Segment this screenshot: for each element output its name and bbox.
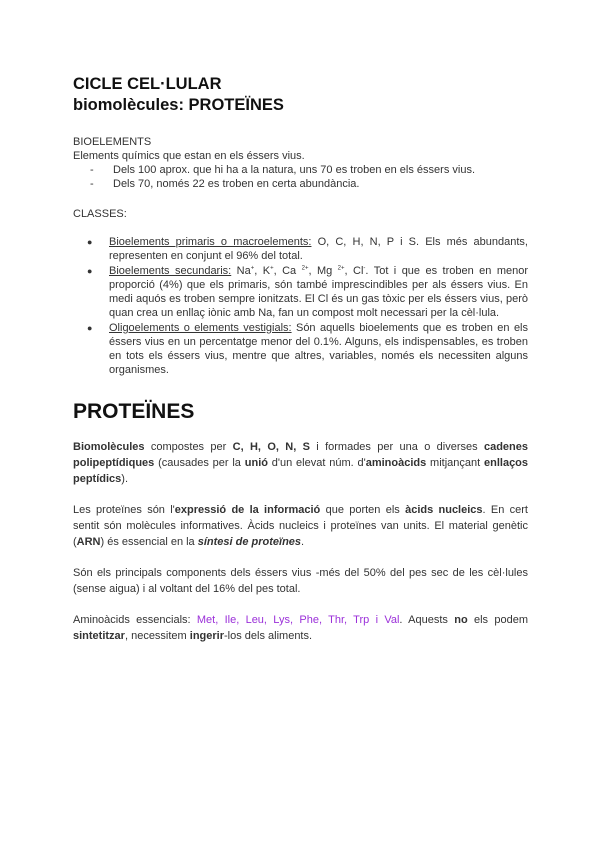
class-text: , K: [254, 265, 271, 277]
list-item: - Dels 100 aprox. que hi ha a la natura, uns 70 es troben en els éssers vius.: [90, 163, 528, 177]
proteines-paragraph-1: [73, 439, 528, 487]
class-text: . Tot i que es troben en menor proporció (4%) que els primaris, són també imprescindibles per als éssers vius. En medi aquós es troben sempre ionitzats. El Cl és un gas tòxic per els éssers vius, però quan crea un enllaç iònic amb Na, fan un compost molt necessari per la cèl·lula.: [109, 265, 529, 319]
classes-section: [73, 207, 528, 377]
text: (causades per la: [154, 457, 245, 469]
title-line-2: biomolècules: PROTEÏNES: [73, 96, 284, 114]
ion-charge: 2+: [301, 265, 309, 272]
bold-term: ingerir: [189, 630, 225, 642]
text: compostes per: [144, 441, 233, 453]
bold-term: no: [454, 614, 468, 626]
text: . En cert sentit són molècules informatives. Àcids nucleics i proteïnes van units. El material genètic (: [73, 504, 528, 548]
bold-term: ARN: [76, 536, 101, 548]
title-block: [73, 74, 528, 116]
text: mitjançant: [426, 457, 484, 469]
text: Les proteïnes són l': [73, 504, 175, 516]
class-term: Bioelements primaris o macroelements:: [109, 236, 312, 248]
class-term: Oligoelements o elements vestigials:: [109, 322, 292, 334]
classes-list: [73, 235, 528, 377]
bold-term: sintetitzar: [73, 630, 125, 642]
ion-charge: +: [250, 265, 255, 272]
bioelements-section: [73, 135, 528, 191]
bullet-icon: ●: [87, 237, 93, 247]
class-text: Na: [231, 265, 251, 277]
bold-term: C, H, O, N, S: [232, 441, 310, 453]
text: els podem: [467, 614, 528, 626]
proteines-paragraph-4: [73, 612, 528, 644]
class-text: , Mg: [308, 265, 338, 277]
classes-heading: CLASSES:: [73, 208, 127, 220]
list-item: [73, 321, 528, 377]
document-page: [73, 74, 528, 644]
class-text: , Ca: [273, 265, 302, 277]
bioelements-heading: BIOELEMENTS: [73, 136, 152, 148]
list-item: [73, 264, 528, 320]
text: que porten els: [320, 504, 406, 516]
proteines-paragraph-2: [73, 502, 528, 550]
bold-term: síntesi de proteïnes: [197, 536, 302, 548]
text: , necessitem: [124, 630, 190, 642]
amino-acid-list: Met, Ile, Leu, Lys, Phe, Thr, Trp i Val: [196, 614, 400, 626]
bold-term: Biomolècules: [73, 441, 145, 453]
proteines-paragraph-3: Són els principals components dels éssers vius -més del 50% del pes sec de les cèl·lules (sense aigua) i al voltant del 16% del pes total.: [73, 567, 528, 595]
ion-charge: +: [270, 265, 274, 272]
class-text: , Cl: [344, 265, 364, 277]
bold-term: expressió de la informació: [174, 504, 321, 516]
bioelements-intro: Elements químics que estan en els éssers vius.: [73, 150, 305, 162]
bold-term: cadenes polipeptídiques: [73, 441, 528, 469]
text: d'un elevat núm. d': [267, 457, 366, 469]
text: . Aquests: [399, 614, 455, 626]
text: .: [301, 536, 305, 548]
class-text: O, C, H, N, P i S. Els més abundants, representen en conjunt el 96% del total.: [109, 236, 528, 262]
bioelements-list: [73, 163, 528, 191]
bullet-icon: ●: [87, 323, 93, 333]
text: Aminoàcids essencials:: [73, 614, 197, 626]
bullet-icon: ●: [87, 266, 93, 276]
ion-charge: 2+: [337, 265, 345, 272]
text: -los dels aliments.: [224, 630, 313, 642]
bold-term: enllaços peptídics: [73, 457, 529, 485]
bold-term: àcids nucleics: [405, 504, 483, 516]
text: i formades per una o diverses: [309, 441, 484, 453]
text: ) és essencial en la: [100, 536, 198, 548]
list-item: [73, 235, 528, 263]
class-term: Bioelements secundaris:: [109, 265, 232, 277]
text: ).: [121, 473, 129, 485]
proteines-heading: PROTEÏNES: [73, 400, 195, 423]
ion-charge: -: [363, 265, 366, 272]
bold-term: aminoàcids: [365, 457, 427, 469]
title-line-1: CICLE CEL·LULAR: [73, 75, 222, 93]
bold-term: unió: [244, 457, 268, 469]
class-text: Són aquells bioelements que es troben en els éssers vius en un percentatge menor del 0.1%. Alguns, els indispensables, es troben en tots els éssers vius, mentre que altres, variables, només els necessiten alguns organismes.: [109, 322, 529, 376]
list-item: - Dels 70, només 22 es troben en certa abundància.: [90, 177, 528, 191]
